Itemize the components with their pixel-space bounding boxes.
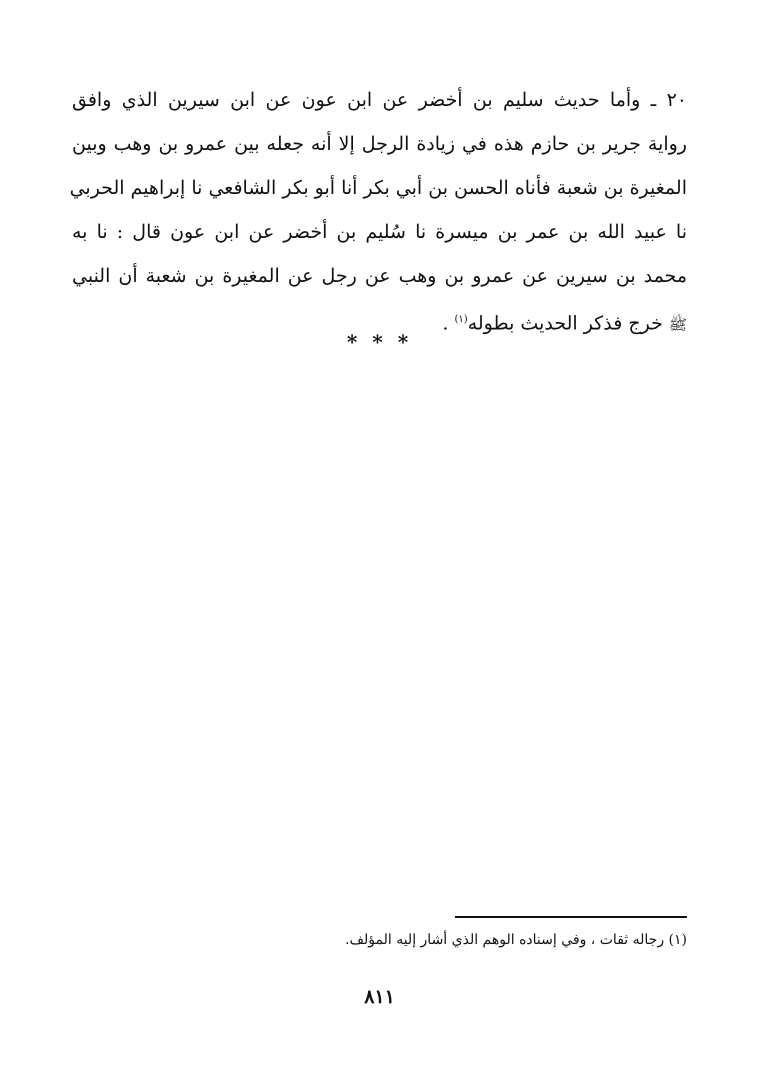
text-line-2: رواية جرير بن حازم هذه في زيادة الرجل إلا أنه جعله بين عمرو بن وهب وبين	[72, 133, 687, 155]
main-text	[69, 78, 687, 342]
footnote-divider	[455, 916, 687, 918]
footnote: (١) رجاله ثقات ، وفي إسناده الوهم الذي أشار إليه المؤلف.	[345, 932, 687, 948]
page-number: ٨١١	[364, 986, 395, 1008]
text-line-3: المغيرة بن شعبة فأناه الحسن بن أبي بكر أنا أبو بكر الشافعي نا إبراهيم الحربي	[69, 177, 687, 199]
text-line-4: نا عبيد الله بن عمر بن ميسرة نا سُليم بن أخضر عن ابن عون قال : نا به	[72, 221, 687, 243]
last-line-text: خرج فذكر الحديث بطوله	[467, 312, 663, 335]
footnote-reference[interactable]: (١)	[454, 314, 468, 325]
section-separator: * * *	[346, 330, 413, 354]
text-line-1: ٢٠ ـ وأما حديث سليم بن أخضر عن ابن عون عن ابن سيرين الذي وافق	[72, 89, 687, 111]
salutation-glyph: ﷺ	[668, 315, 687, 334]
text-line-5: محمد بن سيرين عن عمرو بن وهب عن رجل عن المغيرة بن شعبة أن النبي	[72, 265, 687, 287]
last-line-end: .	[442, 312, 449, 335]
